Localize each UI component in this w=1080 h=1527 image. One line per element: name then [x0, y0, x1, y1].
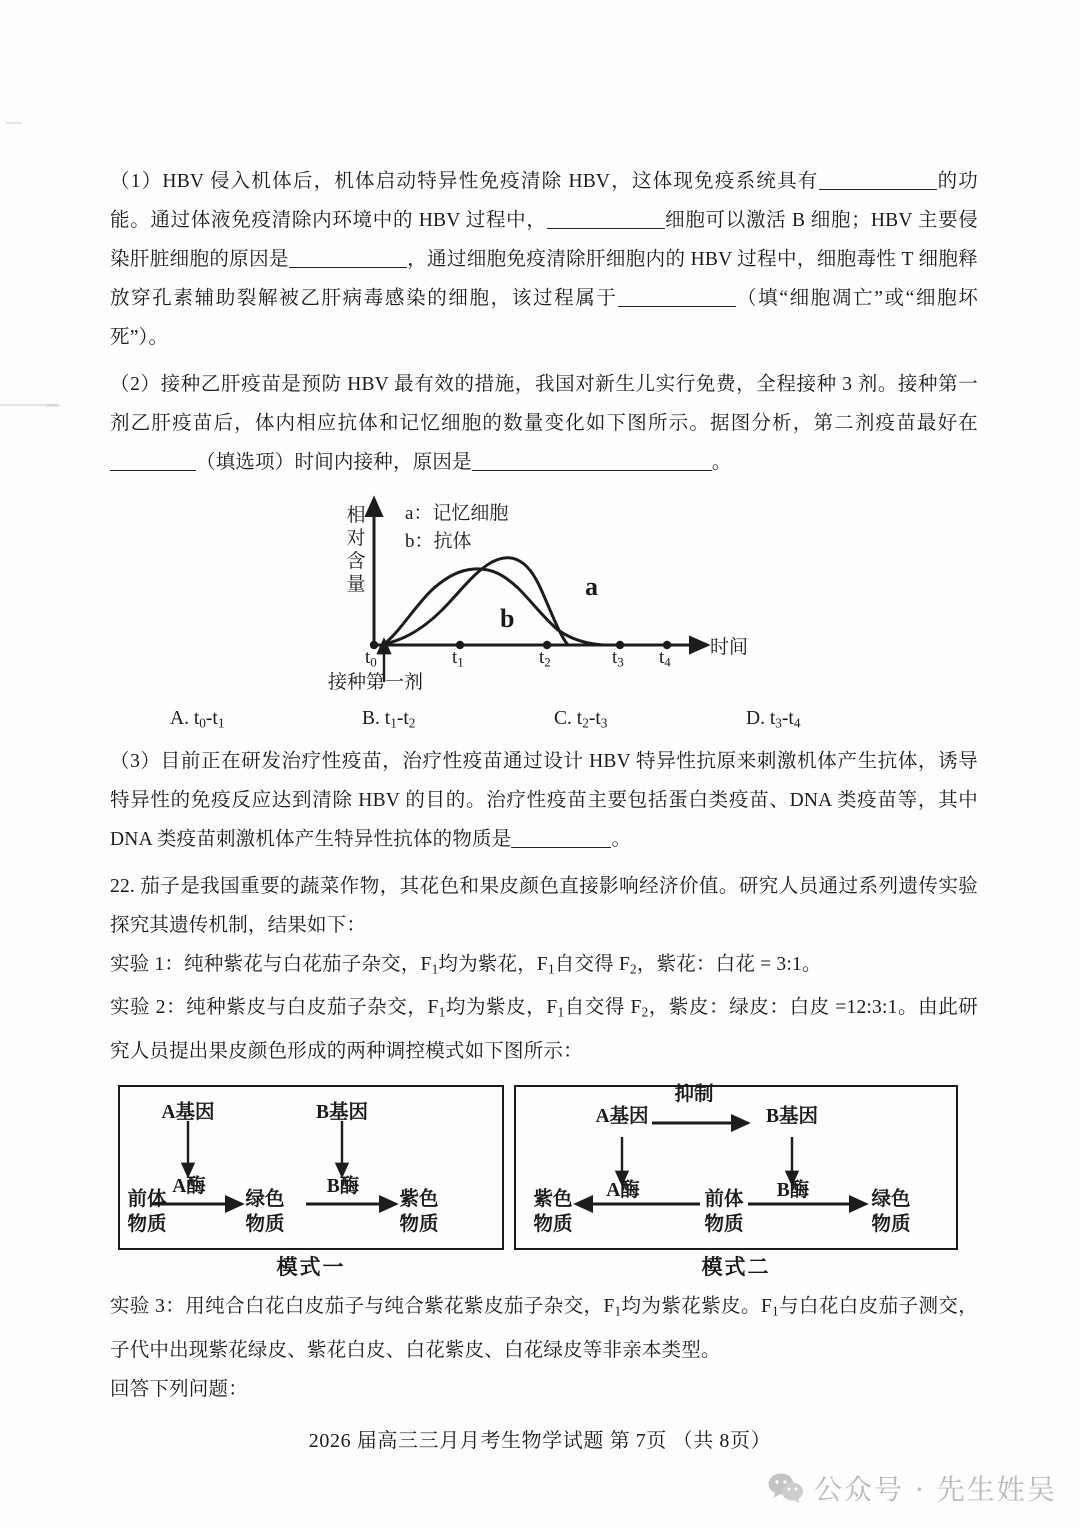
exp1-text-a: 实验 1：纯种紫花与白花茄子杂交，F	[110, 953, 432, 975]
q21-p2-text-b: （填选项）时间内接种，原因是	[196, 452, 472, 473]
q21-p1-text-d: ，通过细胞免疫清除肝细胞内的 HBV 过程中，细胞毒性 T 细胞释放穿孔素辅助裂解被乙肝病毒感染的细胞，该过程属于	[110, 249, 978, 309]
exp2-sub-f1b: 1	[557, 1005, 565, 1021]
model1-gene-b: B基因	[315, 1102, 368, 1124]
option-d[interactable]: D. $t_3-t_4$	[746, 708, 801, 731]
question-22-experiment-3	[110, 1287, 978, 1370]
model-one-box	[118, 1085, 504, 1250]
exp1-sub-f2: 2	[630, 961, 637, 977]
exp2-sub-f1: 1	[438, 1005, 446, 1021]
model-two-box	[514, 1085, 958, 1250]
question-22-experiment-1	[110, 945, 978, 989]
answer-blank[interactable]	[547, 211, 665, 229]
regulation-model-diagrams	[110, 1085, 978, 1281]
model2-gene-b: B基因	[765, 1106, 818, 1128]
model1-enzyme-a: A酶	[172, 1176, 206, 1198]
q21-p1-text-e: （填“细胞凋亡”或“细胞坏死”）。	[110, 288, 978, 348]
exp3-sub-f1: 1	[614, 1303, 622, 1319]
chart-first-dose-label: 接种第一剂	[328, 672, 424, 693]
chart-y-axis-label: 相 对 含 量	[346, 505, 366, 595]
answer-blank[interactable]	[819, 172, 937, 190]
option-c[interactable]: C. $t_2-t_3$	[554, 708, 608, 731]
model2-gene-a: A基因	[595, 1106, 649, 1128]
scan-artifact	[46, 404, 60, 407]
answer-blank[interactable]	[618, 289, 736, 307]
q21-p2-text-c: 。	[711, 452, 732, 473]
exp2-text-c: 自交得 F	[564, 997, 642, 1019]
exp2-text-a: 实验 2：纯种紫皮与白皮茄子杂交，F	[110, 997, 439, 1019]
chart-tick-label-t0: $t_0$	[365, 647, 377, 670]
chart-tick-label-t3: $t_3$	[612, 647, 624, 670]
page-footer: 2026 届高三三月月考生物学试题 第 7页 （共 8页）	[308, 1430, 772, 1452]
model-one	[118, 1085, 504, 1281]
exp1-text-d: ，紫花：白花 = 3:1。	[636, 953, 822, 975]
chart-curve-label-b: b	[500, 604, 515, 633]
question-21-options	[110, 708, 978, 732]
question-22-stem: 22. 茄子是我国重要的蔬菜作物，其花色和果皮颜色直接影响经济价值。研究人员通过系列遗传实验探究其遗传机制，结果如下：	[110, 875, 978, 936]
chart-series-b-antibody	[384, 558, 568, 645]
model1-precursor: 前体 物质	[127, 1189, 167, 1236]
exp1-sub-f1: 1	[431, 961, 439, 977]
model1-enzyme-b: B酶	[326, 1176, 360, 1198]
chart-tick-label-t4: $t_4$	[659, 647, 671, 670]
model1-gene-a: A基因	[161, 1102, 215, 1124]
exp1-sub-f1b: 1	[547, 961, 555, 977]
question-21-part-2	[110, 365, 978, 482]
chart-curve-label-a: a	[585, 572, 598, 601]
model2-precursor: 前体 物质	[704, 1189, 744, 1236]
exp3-text-c: 与白花白皮茄子测交，子代中出现紫花绿皮、紫花白皮、白花紫皮、白花绿皮等非亲本类型。	[110, 1296, 978, 1361]
answer-blank[interactable]	[110, 453, 196, 471]
option-a[interactable]: A. $t_0-t_1$	[170, 708, 225, 731]
exp2-sub-f2: 2	[641, 1005, 649, 1021]
model1-green-substance: 绿色 物质	[245, 1189, 285, 1236]
q21-p3-text-b: 。	[611, 828, 632, 850]
exp2-text-d: ，紫皮：绿皮：白皮 =12:3:1。由此研究人员提出果皮颜色形成的两种调控模式如下图所示：	[110, 997, 979, 1063]
answer-blank[interactable]	[289, 250, 407, 268]
exp1-text-b: 均为紫花，F	[438, 953, 548, 975]
model-two	[514, 1085, 958, 1281]
model2-green-substance: 绿色 物质	[871, 1189, 911, 1236]
q21-p2-text-a: （2）接种乙肝疫苗是预防 HBV 最有效的措施，我国对新生儿实行免费，全程接种 3 剂。接种第一剂乙肝疫苗后，体内相应抗体和记忆细胞的数量变化如下图所示。据图分析，第二剂疫苗最好在	[110, 374, 978, 434]
answer-blank[interactable]	[511, 830, 611, 848]
model2-enzyme-b: B酶	[776, 1180, 810, 1202]
model2-purple-substance: 紫色 物质	[533, 1189, 573, 1236]
watermark	[768, 1468, 1057, 1508]
watermark-text: 公众号 · 先生姓吴	[814, 1473, 1057, 1506]
model-one-caption: 模式一	[276, 1255, 346, 1280]
model-two-caption: 模式二	[701, 1255, 771, 1280]
answer-blank[interactable]	[472, 453, 712, 471]
immune-response-chart	[110, 492, 978, 704]
model1-purple-substance: 紫色 物质	[399, 1189, 439, 1236]
q21-p3-text-a: （3）目前正在研发治疗性疫苗，治疗性疫苗通过设计 HBV 特异性抗原来刺激机体产生抗体，诱导特异性的免疫反应达到清除 HBV 的目的。治疗性疫苗主要包括蛋白类疫苗、DNA 类疫苗等，其中 DNA 类疫苗刺激机体产生特异性抗体的物质是	[110, 750, 978, 850]
question-22-experiment-2	[110, 988, 978, 1071]
q21-p1-text-a: （1）HBV 侵入机体后，机体启动特异性免疫清除 HBV，这体现免疫系统具有	[110, 171, 819, 192]
wechat-icon	[768, 1473, 804, 1503]
exp3-text-a: 实验 3：用纯合白花白皮茄子与纯合紫花紫皮茄子杂交，F	[110, 1296, 615, 1318]
option-b[interactable]: B. $t_1-t_2$	[362, 708, 416, 731]
chart-tick-label-t1: $t_1$	[452, 647, 464, 670]
page-content	[110, 162, 978, 1409]
model2-inhibit-label: 抑制	[674, 1084, 714, 1106]
exp3-text-b: 均为紫花紫皮。F	[621, 1296, 772, 1318]
scan-artifact	[6, 122, 22, 124]
q21-p1-text-b: 的功能。通过体液免疫清除内环境中的 HBV 过程中，	[110, 171, 979, 231]
exp1-text-c: 自交得 F	[554, 953, 631, 975]
exp2-text-b: 均为紫皮，F	[445, 997, 558, 1019]
chart-x-axis-title: 时间	[710, 637, 749, 658]
legend-item-b: b：抗体	[405, 531, 472, 552]
model2-enzyme-a: A酶	[606, 1180, 640, 1202]
question-22-answer-prompt: 回答下列问题：	[110, 1378, 248, 1400]
question-21-part-3	[110, 742, 978, 859]
exp3-sub-f1b: 1	[772, 1303, 779, 1319]
question-21-part-1	[110, 162, 978, 357]
chart-tick-label-t2: $t_2$	[539, 647, 551, 670]
legend-item-a: a：记忆细胞	[405, 503, 509, 524]
q21-p1-text-c: 细胞可以激活 B 细胞；HBV 主要侵染肝脏细胞的原因是	[110, 210, 978, 270]
